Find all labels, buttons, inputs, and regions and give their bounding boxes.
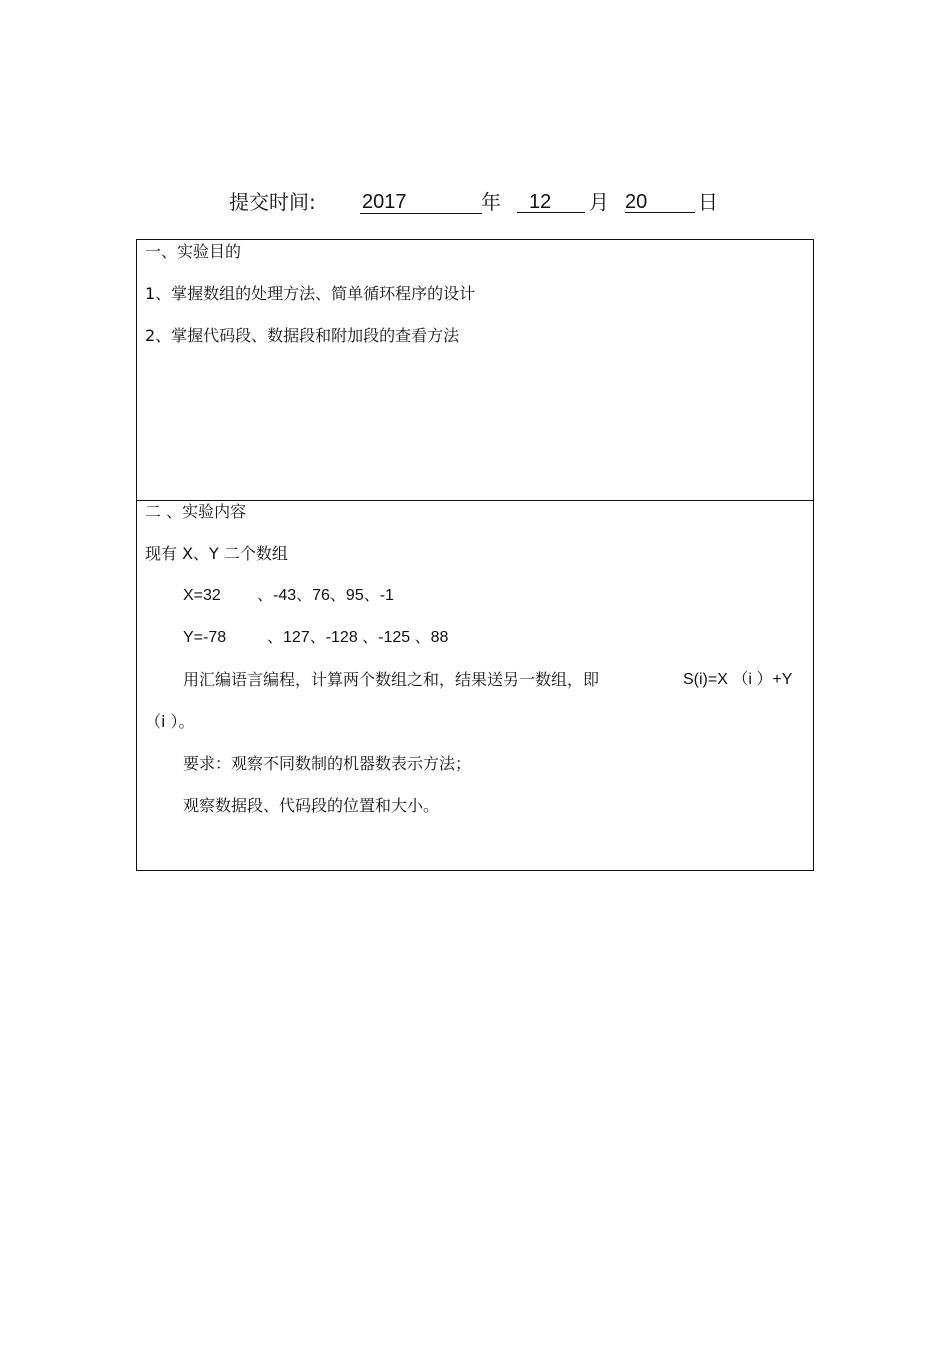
requirement-2: 观察数据段、代码段的位置和大小。 <box>183 796 440 815</box>
day-field: 20 <box>625 186 695 213</box>
requirement-1: 要求：观察不同数制的机器数表示方法； <box>183 754 472 773</box>
content-intro: 现有 X、Y 二个数组 <box>145 544 288 563</box>
year-unit-label: 年 <box>481 190 501 214</box>
day-unit-label: 日 <box>698 190 718 214</box>
experiment-purpose-section <box>137 240 813 501</box>
experiment-content-section <box>137 500 813 870</box>
content-title: 二 、实验内容 <box>145 502 247 521</box>
submit-time-label: 提交时间: <box>229 190 316 214</box>
task-text: 用汇编语言编程，计算两个数组之和，结果送另一数组，即 <box>183 670 600 689</box>
array-y-values: 、127、-128 、-125 、88 <box>267 629 449 646</box>
purpose-item-2: 2、掌握代码段、数据段和附加段的查看方法 <box>145 326 460 345</box>
year-field: 2017 <box>360 186 482 214</box>
array-x-values: 、-43、76、95、-1 <box>257 587 394 604</box>
task-line <box>183 669 813 691</box>
purpose-item-1: 1、掌握数组的处理方法、简单循环程序的设计 <box>145 284 476 303</box>
array-x-line <box>183 585 483 607</box>
array-x-label: X=32 <box>183 587 221 604</box>
array-y-label: Y=-78 <box>183 629 227 646</box>
array-y-line <box>183 627 523 649</box>
month-unit-label: 月 <box>589 190 609 214</box>
purpose-title: 一、实验目的 <box>145 242 242 261</box>
submit-time-line <box>229 186 749 218</box>
sum-formula: S(i)=X （i ）+Y <box>683 671 793 688</box>
report-table <box>136 239 814 871</box>
month-field: 12 <box>517 186 585 213</box>
task-continuation: （i ）。 <box>145 712 195 731</box>
